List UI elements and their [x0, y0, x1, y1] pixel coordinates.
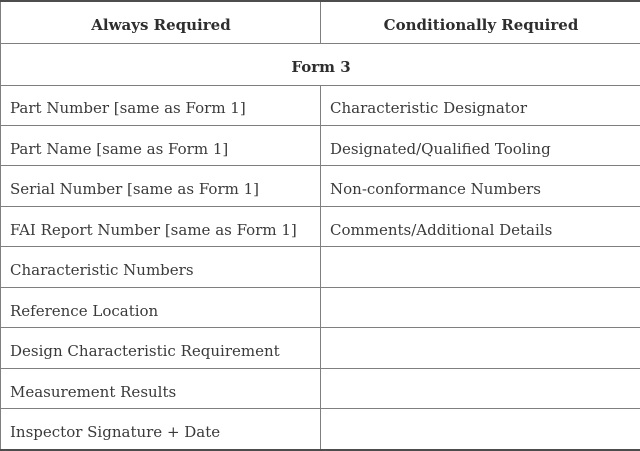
table-row — [1, 206, 640, 246]
cell-always-required: Reference Location — [1, 287, 321, 327]
cell-conditionally-required: Characteristic Designator — [321, 85, 640, 125]
table-row — [1, 125, 640, 165]
table-row — [1, 409, 640, 450]
cell-always-required: Serial Number [same as Form 1] — [1, 166, 321, 206]
table-row — [1, 166, 640, 206]
cell-conditionally-required: Designated/Qualified Tooling — [321, 125, 640, 165]
header-always-required: Always Required — [1, 1, 321, 43]
section-title-form-3: Form 3 — [1, 43, 640, 85]
cell-always-required: Characteristic Numbers — [1, 247, 321, 287]
table-row — [1, 287, 640, 327]
cell-conditionally-required — [321, 328, 640, 368]
cell-always-required: Design Characteristic Requirement — [1, 328, 321, 368]
cell-conditionally-required: Comments/Additional Details — [321, 206, 640, 246]
cell-always-required: Part Number [same as Form 1] — [1, 85, 321, 125]
cell-always-required: Inspector Signature + Date — [1, 409, 321, 450]
cell-conditionally-required — [321, 287, 640, 327]
table-header-row — [1, 1, 640, 43]
cell-always-required: Measurement Results — [1, 368, 321, 408]
cell-always-required: Part Name [same as Form 1] — [1, 125, 321, 165]
table-row — [1, 328, 640, 368]
cell-conditionally-required — [321, 247, 640, 287]
header-conditionally-required: Conditionally Required — [321, 1, 640, 43]
section-row-form-3 — [1, 43, 640, 85]
cell-conditionally-required: Non-conformance Numbers — [321, 166, 640, 206]
table-row — [1, 85, 640, 125]
table-row — [1, 368, 640, 408]
cell-conditionally-required — [321, 368, 640, 408]
table-row — [1, 247, 640, 287]
cell-always-required: FAI Report Number [same as Form 1] — [1, 206, 321, 246]
cell-conditionally-required — [321, 409, 640, 450]
